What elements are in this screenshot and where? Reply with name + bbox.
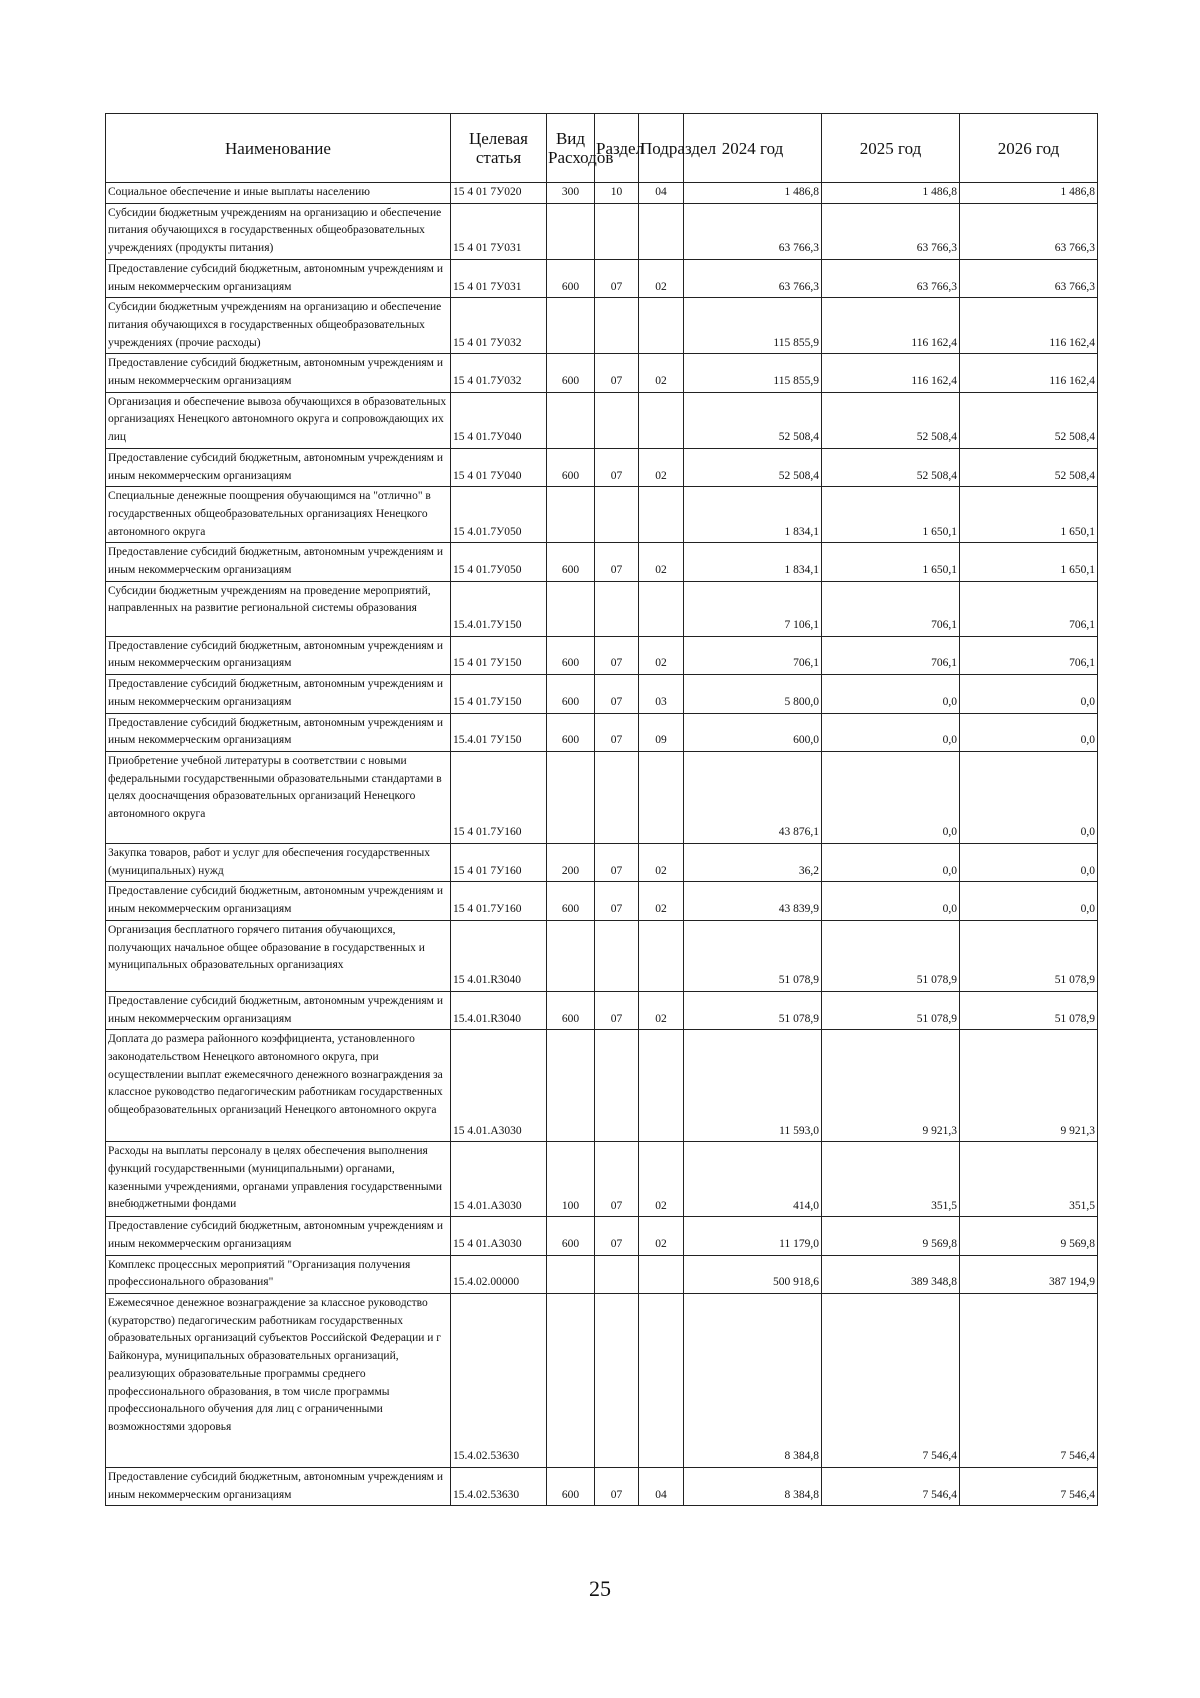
row-name: Специальные денежные поощрения обучающимся на "отлично" в государственных общеобразовательных организациях Ненецкого автономного округа <box>106 487 451 543</box>
table-row <box>106 354 1098 392</box>
row-name: Организация и обеспечение вывоза обучающихся в образовательных организациях Ненецкого автономного округа и сопровождающих их лиц <box>106 392 451 448</box>
table-row <box>106 843 1098 881</box>
row-expense-kind: 600 <box>547 1217 595 1255</box>
row-value-2024: 115 855,9 <box>684 354 822 392</box>
row-subsection <box>639 920 684 991</box>
row-name: Предоставление субсидий бюджетным, автономным учреждениям и иным некоммерческим организациям <box>106 354 451 392</box>
table-row <box>106 1217 1098 1255</box>
row-value-2025: 1 650,1 <box>822 487 960 543</box>
row-section <box>595 392 639 448</box>
row-target-article: 15.4.01.7У150 <box>451 581 547 636</box>
row-name: Субсидии бюджетным учреждениям на проведение мероприятий, направленных на развитие региональной системы образования <box>106 581 451 636</box>
row-expense-kind <box>547 920 595 991</box>
table-row <box>106 882 1098 920</box>
row-target-article: 15 4 01 7У150 <box>451 636 547 674</box>
table-row <box>106 543 1098 581</box>
row-value-2025: 0,0 <box>822 713 960 751</box>
row-section <box>595 1294 639 1468</box>
row-subsection <box>639 487 684 543</box>
row-section <box>595 581 639 636</box>
row-name: Предоставление субсидий бюджетным, автономным учреждениям и иным некоммерческим организациям <box>106 713 451 751</box>
row-value-2026: 0,0 <box>960 751 1098 843</box>
row-value-2024: 43 839,9 <box>684 882 822 920</box>
table-body <box>106 183 1098 1506</box>
row-value-2026: 1 650,1 <box>960 543 1098 581</box>
row-value-2025: 9 921,3 <box>822 1030 960 1142</box>
row-section <box>595 487 639 543</box>
row-value-2024: 11 593,0 <box>684 1030 822 1142</box>
row-value-2026: 1 486,8 <box>960 183 1098 204</box>
row-section: 07 <box>595 448 639 486</box>
row-value-2024: 7 106,1 <box>684 581 822 636</box>
row-expense-kind <box>547 1030 595 1142</box>
row-expense-kind <box>547 1255 595 1293</box>
row-subsection: 02 <box>639 259 684 297</box>
row-value-2026: 116 162,4 <box>960 298 1098 354</box>
row-value-2026: 51 078,9 <box>960 920 1098 991</box>
row-value-2024: 414,0 <box>684 1142 822 1217</box>
row-name: Предоставление субсидий бюджетным, автономным учреждениям и иным некоммерческим организациям <box>106 1217 451 1255</box>
row-value-2025: 52 508,4 <box>822 392 960 448</box>
row-subsection: 02 <box>639 448 684 486</box>
row-section: 07 <box>595 1217 639 1255</box>
row-value-2024: 43 876,1 <box>684 751 822 843</box>
row-value-2024: 5 800,0 <box>684 675 822 713</box>
row-target-article: 15 4 01.7У150 <box>451 675 547 713</box>
table-row <box>106 259 1098 297</box>
row-name: Приобретение учебной литературы в соответствии с новыми федеральными государственными образовательными стандартами в целях доосначщения образовательных организаций Ненецкого автономного округа <box>106 751 451 843</box>
row-target-article: 15.4.02.00000 <box>451 1255 547 1293</box>
row-target-article: 15 4 01.А3030 <box>451 1217 547 1255</box>
row-value-2025: 116 162,4 <box>822 298 960 354</box>
table-row <box>106 713 1098 751</box>
row-target-article: 15.4.02.53630 <box>451 1468 547 1506</box>
row-value-2026: 63 766,3 <box>960 259 1098 297</box>
row-value-2026: 52 508,4 <box>960 448 1098 486</box>
table-row <box>106 392 1098 448</box>
row-value-2024: 52 508,4 <box>684 448 822 486</box>
row-subsection: 02 <box>639 543 684 581</box>
table-row <box>106 183 1098 204</box>
row-name: Расходы на выплаты персоналу в целях обеспечения выполнения функций государственными (муниципальными) органами, казенными учреждениями, органами управления государственными внебюджетными фондами <box>106 1142 451 1217</box>
row-value-2025: 52 508,4 <box>822 448 960 486</box>
row-subsection: 02 <box>639 991 684 1029</box>
table-row <box>106 448 1098 486</box>
row-subsection: 02 <box>639 1217 684 1255</box>
row-subsection <box>639 581 684 636</box>
row-value-2024: 63 766,3 <box>684 203 822 259</box>
row-expense-kind <box>547 1294 595 1468</box>
table-row <box>106 203 1098 259</box>
header-name: Наименование <box>106 114 451 183</box>
row-target-article: 15 4.01.А3030 <box>451 1030 547 1142</box>
row-name: Предоставление субсидий бюджетным, автономным учреждениям и иным некоммерческим организациям <box>106 543 451 581</box>
row-value-2025: 389 348,8 <box>822 1255 960 1293</box>
row-subsection <box>639 751 684 843</box>
row-value-2025: 0,0 <box>822 675 960 713</box>
row-value-2026: 0,0 <box>960 882 1098 920</box>
table-row <box>106 920 1098 991</box>
row-section: 10 <box>595 183 639 204</box>
row-name: Ежемесячное денежное вознаграждение за классное руководство (кураторство) педагогическим работникам государственных образовательных организаций субъектов Российской Федерации и г Байконура, муниципальных образовательных организаций, реализующих образовательные программы среднего профессионального образования, в том числе программы профессионального обучения для лиц с ограниченными возможностями здоровья <box>106 1294 451 1468</box>
row-value-2026: 9 569,8 <box>960 1217 1098 1255</box>
row-section: 07 <box>595 543 639 581</box>
row-value-2025: 1 650,1 <box>822 543 960 581</box>
row-section: 07 <box>595 354 639 392</box>
row-name: Комплекс процессных мероприятий "Организация получения профессионального образования" <box>106 1255 451 1293</box>
row-target-article: 15 4 01.7У050 <box>451 543 547 581</box>
row-expense-kind: 600 <box>547 882 595 920</box>
row-value-2025: 1 486,8 <box>822 183 960 204</box>
row-name: Предоставление субсидий бюджетным, автономным учреждениям и иным некоммерческим организациям <box>106 882 451 920</box>
row-value-2025: 0,0 <box>822 882 960 920</box>
row-name: Предоставление субсидий бюджетным, автономным учреждениям и иным некоммерческим организациям <box>106 636 451 674</box>
row-expense-kind: 600 <box>547 1468 595 1506</box>
row-name: Организация бесплатного горячего питания обучающихся, получающих начальное общее образование в государственных и муниципальных образовательных организациях <box>106 920 451 991</box>
row-target-article: 15 4 01.7У040 <box>451 392 547 448</box>
row-target-article: 15 4 01.7У032 <box>451 354 547 392</box>
row-target-article: 15.4.02.53630 <box>451 1294 547 1468</box>
row-section <box>595 1030 639 1142</box>
row-expense-kind: 600 <box>547 675 595 713</box>
page-number: 25 <box>589 1576 611 1601</box>
row-expense-kind: 100 <box>547 1142 595 1217</box>
row-expense-kind <box>547 203 595 259</box>
row-value-2024: 8 384,8 <box>684 1294 822 1468</box>
row-value-2025: 63 766,3 <box>822 259 960 297</box>
row-expense-kind <box>547 751 595 843</box>
row-value-2025: 0,0 <box>822 843 960 881</box>
row-value-2024: 600,0 <box>684 713 822 751</box>
row-name: Закупка товаров, работ и услуг для обеспечения государственных (муниципальных) нужд <box>106 843 451 881</box>
row-expense-kind: 600 <box>547 991 595 1029</box>
row-value-2026: 706,1 <box>960 581 1098 636</box>
row-value-2024: 1 486,8 <box>684 183 822 204</box>
table-row <box>106 1142 1098 1217</box>
table-row <box>106 675 1098 713</box>
row-subsection <box>639 1030 684 1142</box>
row-value-2025: 9 569,8 <box>822 1217 960 1255</box>
row-value-2026: 1 650,1 <box>960 487 1098 543</box>
row-target-article: 15 4 01 7У031 <box>451 203 547 259</box>
row-subsection: 09 <box>639 713 684 751</box>
row-subsection: 03 <box>639 675 684 713</box>
header-section: Раздел <box>595 114 639 183</box>
table-row <box>106 487 1098 543</box>
row-expense-kind <box>547 581 595 636</box>
row-name: Доплата до размера районного коэффициента, установленного законодательством Ненецкого автономного округа, при осуществлении выплат ежемесячного денежного вознаграждения за классное руководство педагогическим работникам государственных общеобразовательных организаций Ненецкого автономного округа <box>106 1030 451 1142</box>
row-section <box>595 203 639 259</box>
row-value-2024: 706,1 <box>684 636 822 674</box>
row-subsection: 02 <box>639 1142 684 1217</box>
row-value-2024: 11 179,0 <box>684 1217 822 1255</box>
row-value-2025: 51 078,9 <box>822 991 960 1029</box>
row-subsection: 02 <box>639 354 684 392</box>
row-section <box>595 1255 639 1293</box>
row-subsection <box>639 392 684 448</box>
row-section: 07 <box>595 259 639 297</box>
row-target-article: 15 4 01.7У160 <box>451 751 547 843</box>
header-2025: 2025 год <box>822 114 960 183</box>
row-expense-kind: 300 <box>547 183 595 204</box>
row-value-2024: 36,2 <box>684 843 822 881</box>
row-value-2024: 1 834,1 <box>684 487 822 543</box>
row-value-2024: 51 078,9 <box>684 920 822 991</box>
row-target-article: 15.4.01.R3040 <box>451 991 547 1029</box>
row-expense-kind: 200 <box>547 843 595 881</box>
row-target-article: 15 4 01 7У020 <box>451 183 547 204</box>
row-subsection <box>639 203 684 259</box>
row-target-article: 15 4 01.7У160 <box>451 882 547 920</box>
row-name: Субсидии бюджетным учреждениям на организацию и обеспечение питания обучающихся в государственных общеобразовательных учреждениях (прочие расходы) <box>106 298 451 354</box>
row-expense-kind: 600 <box>547 259 595 297</box>
header-subsection: Подраздел <box>639 114 684 183</box>
table-row <box>106 1255 1098 1293</box>
row-section: 07 <box>595 843 639 881</box>
row-name: Предоставление субсидий бюджетным, автономным учреждениям и иным некоммерческим организациям <box>106 675 451 713</box>
row-subsection: 02 <box>639 882 684 920</box>
row-value-2025: 116 162,4 <box>822 354 960 392</box>
row-value-2026: 63 766,3 <box>960 203 1098 259</box>
row-expense-kind: 600 <box>547 354 595 392</box>
row-value-2026: 0,0 <box>960 843 1098 881</box>
table-row <box>106 636 1098 674</box>
table-row <box>106 1294 1098 1468</box>
header-2024: 2024 год <box>684 114 822 183</box>
row-value-2024: 1 834,1 <box>684 543 822 581</box>
row-value-2024: 51 078,9 <box>684 991 822 1029</box>
table-row <box>106 1030 1098 1142</box>
row-expense-kind: 600 <box>547 448 595 486</box>
row-section <box>595 751 639 843</box>
table-row <box>106 751 1098 843</box>
row-value-2025: 706,1 <box>822 636 960 674</box>
row-value-2024: 115 855,9 <box>684 298 822 354</box>
row-value-2025: 7 546,4 <box>822 1468 960 1506</box>
row-value-2026: 706,1 <box>960 636 1098 674</box>
row-name: Предоставление субсидий бюджетным, автономным учреждениям и иным некоммерческим организациям <box>106 259 451 297</box>
budget-table <box>105 113 1098 1506</box>
row-value-2026: 52 508,4 <box>960 392 1098 448</box>
row-value-2024: 52 508,4 <box>684 392 822 448</box>
row-subsection: 04 <box>639 183 684 204</box>
row-section: 07 <box>595 1142 639 1217</box>
row-value-2024: 500 918,6 <box>684 1255 822 1293</box>
row-name: Социальное обеспечение и иные выплаты населению <box>106 183 451 204</box>
row-name: Предоставление субсидий бюджетным, автономным учреждениям и иным некоммерческим организациям <box>106 448 451 486</box>
row-value-2026: 51 078,9 <box>960 991 1098 1029</box>
row-subsection <box>639 1255 684 1293</box>
row-section <box>595 920 639 991</box>
row-target-article: 15.4.01 7У150 <box>451 713 547 751</box>
row-value-2025: 0,0 <box>822 751 960 843</box>
row-name: Предоставление субсидий бюджетным, автономным учреждениям и иным некоммерческим организациям <box>106 1468 451 1506</box>
row-name: Субсидии бюджетным учреждениям на организацию и обеспечение питания обучающихся в государственных общеобразовательных учреждениях (продукты питания) <box>106 203 451 259</box>
table-row <box>106 991 1098 1029</box>
header-expense-kind: Вид Расходов <box>547 114 595 183</box>
row-value-2025: 351,5 <box>822 1142 960 1217</box>
row-value-2026: 7 546,4 <box>960 1468 1098 1506</box>
row-name: Предоставление субсидий бюджетным, автономным учреждениям и иным некоммерческим организациям <box>106 991 451 1029</box>
table-row <box>106 581 1098 636</box>
table-row <box>106 298 1098 354</box>
row-value-2026: 351,5 <box>960 1142 1098 1217</box>
row-value-2026: 0,0 <box>960 713 1098 751</box>
row-subsection <box>639 298 684 354</box>
row-target-article: 15 4 01 7У032 <box>451 298 547 354</box>
row-subsection: 02 <box>639 636 684 674</box>
header-target-article: Целевая статья <box>451 114 547 183</box>
row-expense-kind <box>547 487 595 543</box>
row-expense-kind <box>547 298 595 354</box>
row-value-2026: 9 921,3 <box>960 1030 1098 1142</box>
row-value-2024: 8 384,8 <box>684 1468 822 1506</box>
row-target-article: 15 4.01.7У050 <box>451 487 547 543</box>
row-value-2026: 116 162,4 <box>960 354 1098 392</box>
header-2026: 2026 год <box>960 114 1098 183</box>
header-row <box>106 114 1098 183</box>
row-target-article: 15 4 01 7У160 <box>451 843 547 881</box>
row-subsection <box>639 1294 684 1468</box>
row-section <box>595 298 639 354</box>
row-expense-kind: 600 <box>547 713 595 751</box>
table-row <box>106 1468 1098 1506</box>
row-section: 07 <box>595 1468 639 1506</box>
row-value-2026: 7 546,4 <box>960 1294 1098 1468</box>
row-value-2025: 7 546,4 <box>822 1294 960 1468</box>
row-subsection: 02 <box>639 843 684 881</box>
row-value-2024: 63 766,3 <box>684 259 822 297</box>
row-expense-kind <box>547 392 595 448</box>
row-expense-kind: 600 <box>547 636 595 674</box>
row-subsection: 04 <box>639 1468 684 1506</box>
row-target-article: 15 4 01 7У040 <box>451 448 547 486</box>
row-section: 07 <box>595 882 639 920</box>
row-value-2025: 63 766,3 <box>822 203 960 259</box>
row-value-2025: 51 078,9 <box>822 920 960 991</box>
row-section: 07 <box>595 713 639 751</box>
row-target-article: 15 4.01.А3030 <box>451 1142 547 1217</box>
row-section: 07 <box>595 675 639 713</box>
row-section: 07 <box>595 991 639 1029</box>
row-section: 07 <box>595 636 639 674</box>
row-target-article: 15 4 01 7У031 <box>451 259 547 297</box>
row-value-2026: 0,0 <box>960 675 1098 713</box>
row-target-article: 15 4.01.R3040 <box>451 920 547 991</box>
row-value-2026: 387 194,9 <box>960 1255 1098 1293</box>
row-value-2025: 706,1 <box>822 581 960 636</box>
row-expense-kind: 600 <box>547 543 595 581</box>
